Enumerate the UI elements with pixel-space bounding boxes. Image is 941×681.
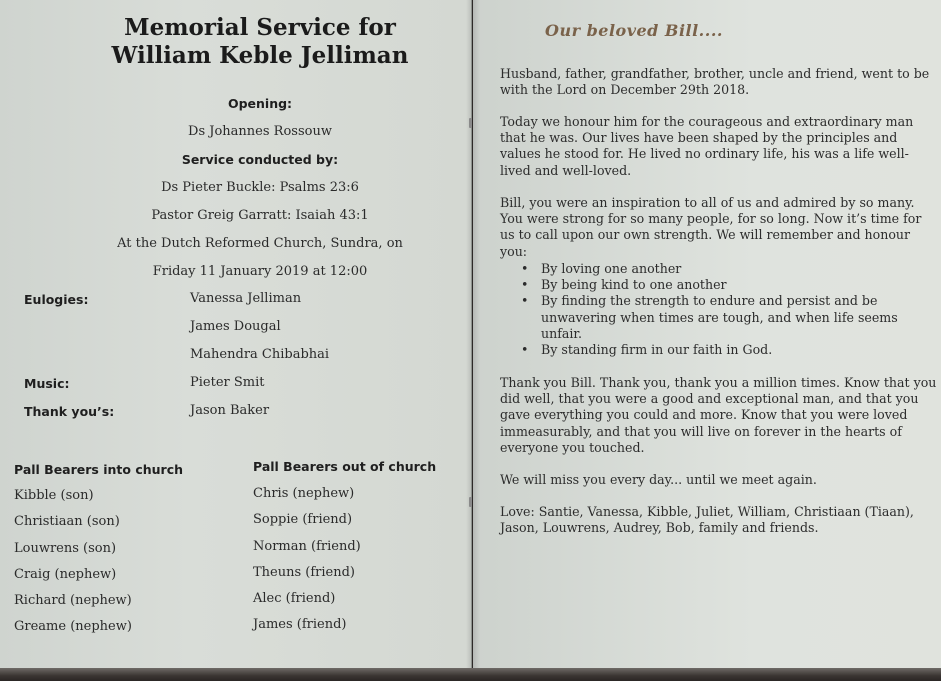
opening-label: Opening: [227,96,293,111]
page-fold [466,0,480,671]
tribute-paragraph: Today we honour him for the courageous and extraordinary man that he was. Our lives have been shaped by the principles and values he stood for. He lived no ordinary life, his was a life well-lived and well-loved. [500,114,914,178]
tribute-bullet: • By finding the strength to endure and persist and be unwavering when times are tough, and when life seems unfair. [500,293,938,342]
pall-in-item: Christiaan (son) [14,514,120,529]
pall-out-item: Theuns (friend) [253,565,356,580]
conducted-line: Ds Pieter Buckle: Psalms 23:6 [161,180,359,195]
music-name: Pieter Smit [190,375,265,390]
thanks-name: Jason Baker [190,403,270,418]
eulogies-label: Eulogies: [24,292,89,307]
conducted-line: Pastor Greig Garratt: Isaiah 43:1 [151,208,369,223]
tribute-paragraph: Thank you Bill. Thank you, thank you a million times. Know that you did well, that you were a good and exceptional man, and that you gave everything you could and more. Know that you were loved immeasurably, and that you will live on forever in the hearts of everyone you touched. [500,375,937,455]
pall-in-item: Louwrens (son) [14,541,117,556]
table-surface [0,668,941,681]
pall-out-item: Soppie (friend) [253,512,353,527]
tribute-title: Our beloved Bill.... [545,21,723,40]
conducted-line: Friday 11 January 2019 at 12:00 [152,264,368,279]
pall-out-item: Alec (friend) [253,591,336,606]
staple-mark [469,118,472,128]
tribute-bullet: • By standing firm in our faith in God. [500,342,938,358]
eulogy-name: James Dougal [190,319,281,334]
pall-in-item: Greame (nephew) [14,619,132,634]
pall-out-heading: Pall Bearers out of church [253,459,437,474]
tribute-bullet: • By being kind to one another [500,277,938,293]
conducted-label: Service conducted by: [181,152,339,167]
tribute-paragraph: Bill, you were an inspiration to all of us and admired by so many. You were strong for so many people, for so long. Now it’s time for us to call upon our own strength. We will remember and honour you: [500,195,922,259]
tribute-bullet-list [500,261,938,358]
pall-in-heading: Pall Bearers into church [14,462,184,477]
pall-out-item: James (friend) [253,617,347,632]
service-title-line-1: Memorial Service for [124,14,396,41]
eulogy-name: Vanessa Jelliman [190,291,302,306]
pall-in-item: Richard (nephew) [14,593,132,608]
tribute-paragraph: We will miss you every day... until we meet again. [500,472,817,487]
service-title-line-2: William Keble Jelliman [111,42,409,69]
conducted-line: At the Dutch Reformed Church, Sundra, on [117,236,403,251]
staple-mark [469,497,472,507]
tribute-paragraph: Love: Santie, Vanessa, Kibble, Juliet, William, Christiaan (Tiaan), Jason, Louwrens, Audrey, Bob, family and friends. [500,504,914,536]
pall-out-item: Norman (friend) [253,539,361,554]
pall-out-item: Chris (nephew) [253,486,355,501]
thanks-label: Thank you’s: [24,404,115,419]
left-page [0,0,472,671]
opening-name: Ds Johannes Rossouw [188,124,332,139]
music-label: Music: [24,376,70,391]
tribute-paragraph: Husband, father, grandfather, brother, uncle and friend, went to be with the Lord on December 29th 2018. [500,66,930,98]
pall-in-item: Kibble (son) [14,488,94,503]
eulogy-name: Mahendra Chibabhai [190,347,330,362]
tribute-bullet: • By loving one another [500,261,938,277]
pall-in-item: Craig (nephew) [14,567,117,582]
